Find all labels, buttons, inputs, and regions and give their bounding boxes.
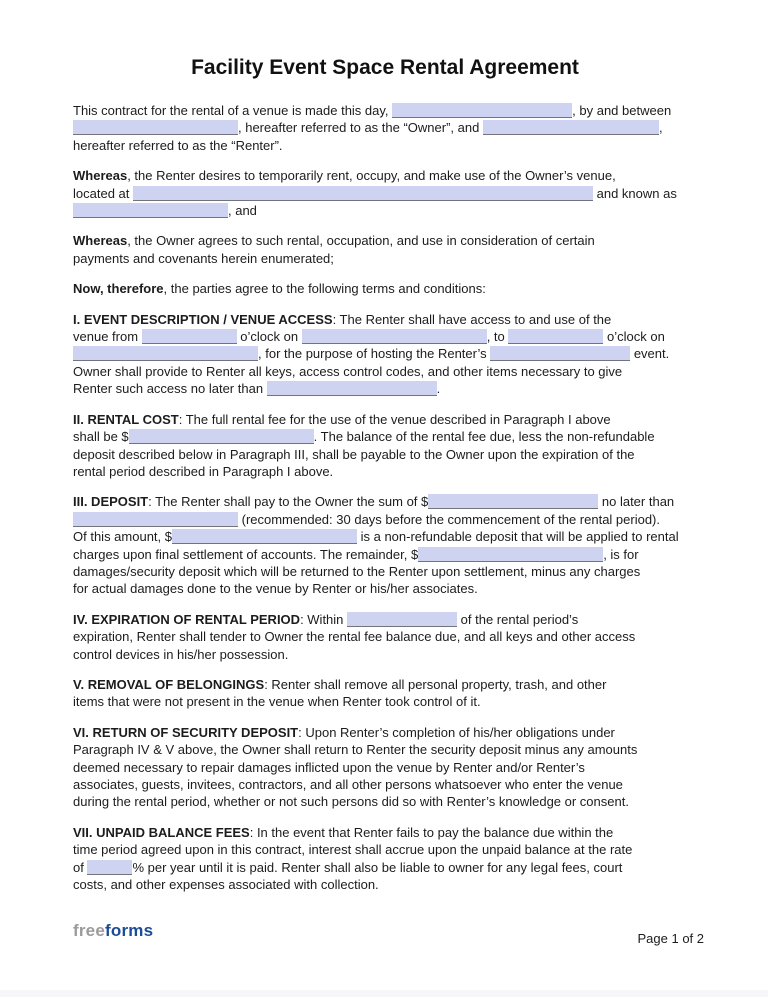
text-line: [73, 841, 697, 858]
text-run: expiration, Renter shall tender to Owner the rental fee balance due, and all keys and other access: [73, 629, 636, 645]
text-run: : Within: [300, 611, 348, 627]
text-line: [73, 363, 697, 380]
text-line: [73, 563, 697, 580]
bold-run: V. REMOVAL OF BELONGINGS: [73, 676, 265, 692]
text-run: located at: [73, 185, 133, 201]
text-run: : In the event that Renter fails to pay the balance due within the: [249, 824, 614, 840]
whereas-owner-clause: [73, 232, 697, 267]
form-field-blank[interactable]: [508, 329, 603, 344]
text-run: , to: [486, 329, 509, 345]
text-run: Renter such access no later than: [73, 381, 267, 397]
text-line: [73, 345, 697, 362]
text-run: . The balance of the rental fee due, less the non-refundable: [313, 429, 655, 445]
text-line: [73, 328, 697, 345]
text-line: [73, 741, 697, 758]
text-run: is a non-refundable deposit that will be applied to rental: [357, 529, 679, 545]
form-field-blank[interactable]: [267, 381, 437, 396]
text-run: , the Renter desires to temporarily rent, occupy, and make use of the Owner’s venue,: [127, 168, 616, 184]
form-field-blank[interactable]: [129, 429, 314, 444]
text-run: deposit described below in Paragraph III, shall be payable to the Owner upon the expiration of the: [73, 446, 635, 462]
text-run: items that were not present in the venue when Renter took control of it.: [73, 694, 481, 710]
text-run: rental period described in Paragraph I above.: [73, 463, 334, 479]
text-line: [73, 824, 697, 841]
whereas-renter-clause: [73, 167, 697, 219]
form-field-blank[interactable]: [428, 494, 598, 509]
text-line: [73, 185, 697, 202]
text-run: , the Owner agrees to such rental, occupation, and use in consideration of certain: [127, 233, 595, 249]
text-run: during the rental period, whether or not such persons did so with Renter’s knowledge or consent.: [73, 794, 629, 810]
text-run: , and: [228, 203, 257, 219]
text-run: Owner shall provide to Renter all keys, access control codes, and other items necessary to give: [73, 363, 623, 379]
text-line: [73, 411, 697, 428]
text-line: [73, 380, 697, 397]
brand-logo: [73, 921, 153, 941]
document-content: [73, 0, 697, 906]
form-field-blank[interactable]: [483, 120, 659, 135]
text-run: Of this amount, $: [73, 529, 172, 545]
text-line: [73, 119, 697, 136]
form-field-blank[interactable]: [73, 203, 228, 218]
text-line: [73, 102, 697, 119]
text-run: shall be $: [73, 429, 129, 445]
form-field-blank[interactable]: [302, 329, 487, 344]
page-bottom-edge: [0, 990, 768, 997]
text-run: : Renter shall remove all personal property, trash, and other: [264, 676, 607, 692]
text-run: , by and between: [572, 103, 672, 118]
text-line: [73, 646, 697, 663]
bold-run: I. EVENT DESCRIPTION / VENUE ACCESS: [73, 311, 333, 327]
bold-run: Whereas: [73, 233, 128, 249]
text-line: [73, 202, 697, 219]
text-run: of: [73, 859, 88, 875]
text-line: [73, 859, 697, 876]
text-line: [73, 250, 697, 267]
text-run: of the rental period’s: [457, 611, 579, 627]
page-footer: [73, 921, 704, 946]
text-line: [73, 428, 697, 445]
text-run: : The full rental fee for the use of the venue described in Paragraph I above: [178, 411, 611, 427]
form-field-blank[interactable]: [490, 346, 630, 361]
text-run: , the parties agree to the following terms and conditions:: [163, 281, 486, 297]
text-run: for actual damages done to the venue by Renter or his/her associates.: [73, 581, 478, 597]
form-field-blank[interactable]: [172, 529, 357, 544]
document-title: Facility Event Space Rental Agreement: [191, 56, 579, 79]
section-3-deposit: [73, 493, 697, 597]
text-run: payments and covenants herein enumerated;: [73, 250, 334, 266]
text-line: [73, 724, 697, 741]
text-run: time period agreed upon in this contract, interest shall accrue upon the unpaid balance at the rate: [73, 842, 633, 858]
text-run: % per year until it is paid. Renter shall also be liable to owner for any legal fees, court: [132, 859, 623, 875]
text-line: [73, 776, 697, 793]
form-field-blank[interactable]: [73, 512, 238, 527]
form-field-blank[interactable]: [347, 612, 457, 627]
text-run: hereafter referred to as the “Renter”.: [73, 137, 283, 153]
text-line: [73, 280, 697, 297]
text-line: [73, 759, 697, 776]
text-run: venue from: [73, 329, 142, 345]
form-field-blank[interactable]: [418, 547, 603, 562]
bold-run: Now, therefore: [73, 281, 164, 297]
text-line: [73, 463, 697, 480]
text-line: [73, 137, 697, 154]
text-line: [73, 311, 697, 328]
form-field-blank[interactable]: [73, 120, 238, 135]
bold-run: VII. UNPAID BALANCE FEES: [73, 824, 250, 840]
text-line: [73, 628, 697, 645]
text-run: ,: [658, 120, 663, 136]
text-run: , is for: [603, 546, 639, 562]
text-line: [73, 693, 697, 710]
text-line: [73, 793, 697, 810]
text-run: charges upon final settlement of accounts. The remainder, $: [73, 546, 419, 562]
text-run: , for the purpose of hosting the Renter’s: [258, 346, 491, 362]
text-run: costs, and other expenses associated with collection.: [73, 877, 379, 893]
text-run: and known as: [593, 185, 677, 201]
page-number-label: Page 1 of 2: [637, 931, 704, 946]
section-1-event-description-venue-access: [73, 311, 697, 398]
text-line: [73, 511, 697, 528]
section-2-rental-cost: [73, 411, 697, 481]
text-line: [73, 580, 697, 597]
text-line: [73, 493, 697, 510]
text-line: [73, 232, 697, 249]
form-field-blank[interactable]: [73, 346, 258, 361]
form-field-blank[interactable]: [133, 186, 593, 201]
text-line: [73, 446, 697, 463]
text-run: damages/security deposit which will be returned to the Renter upon settlement, minus any charges: [73, 563, 641, 579]
brand-logo-free: free: [73, 921, 105, 940]
brand-logo-forms: forms: [105, 921, 154, 940]
text-run: Paragraph IV & V above, the Owner shall return to Renter the security deposit minus any amounts: [73, 742, 638, 758]
now-therefore-clause: [73, 280, 697, 297]
text-run: event.: [630, 346, 670, 362]
text-run: o’clock on: [236, 329, 302, 345]
bold-run: III. DEPOSIT: [73, 494, 149, 510]
section-5-removal-of-belongings: [73, 676, 697, 711]
text-line: [73, 528, 697, 545]
text-run: : The Renter shall pay to the Owner the sum of $: [148, 494, 429, 510]
form-field-blank[interactable]: [87, 860, 132, 875]
intro-clause: [73, 102, 697, 154]
section-7-unpaid-balance-fees: [73, 824, 697, 894]
text-line: [73, 676, 697, 693]
section-6-return-of-security-deposit: [73, 724, 697, 811]
section-4-expiration-of-rental-period: [73, 611, 697, 663]
text-line: [73, 876, 697, 893]
text-run: o’clock on: [603, 329, 665, 345]
form-field-blank[interactable]: [142, 329, 237, 344]
text-line: [73, 167, 697, 184]
document-body: [73, 102, 697, 893]
text-run: associates, guests, invitees, contractors, and all other persons whatsoever who enter the venue: [73, 777, 623, 792]
text-run: : The Renter shall have access to and use of the: [332, 311, 612, 327]
form-field-blank[interactable]: [392, 103, 572, 118]
text-line: [73, 546, 697, 563]
bold-run: IV. EXPIRATION OF RENTAL PERIOD: [73, 611, 301, 627]
text-run: (recommended: 30 days before the commencement of the rental period).: [238, 511, 660, 527]
bold-run: II. RENTAL COST: [73, 411, 179, 427]
text-run: no later than: [598, 494, 675, 510]
text-run: : Upon Renter’s completion of his/her obligations under: [298, 724, 615, 740]
bold-run: VI. RETURN OF SECURITY DEPOSIT: [73, 724, 299, 740]
bold-run: Whereas: [73, 168, 128, 184]
text-run: deemed necessary to repair damages inflicted upon the venue by Renter and/or Renter’s: [73, 759, 585, 775]
text-line: [73, 611, 697, 628]
text-run: This contract for the rental of a venue is made this day,: [73, 103, 393, 118]
text-run: .: [436, 381, 441, 397]
text-run: control devices in his/her possession.: [73, 646, 289, 662]
text-run: , hereafter referred to as the “Owner”, and: [238, 120, 483, 136]
